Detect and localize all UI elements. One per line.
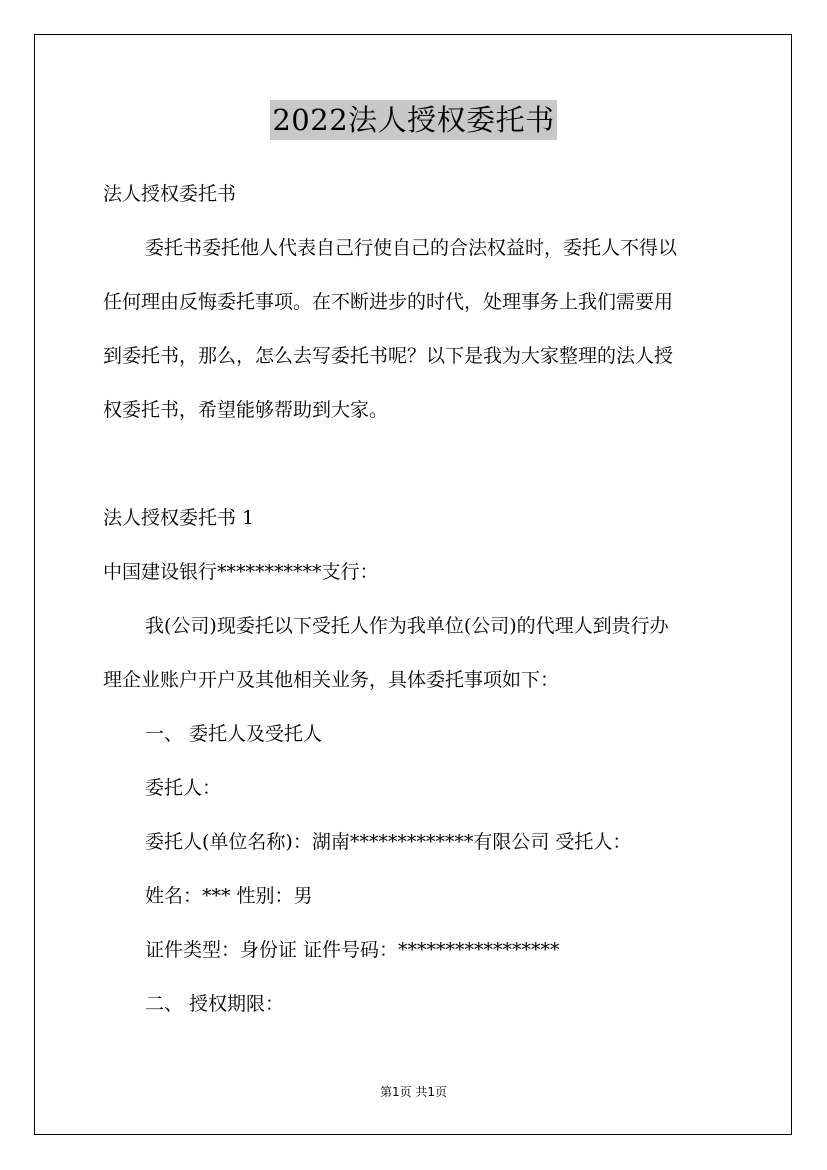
document-title: 2022法人授权委托书 [270, 100, 556, 140]
subtitle: 法人授权委托书 [103, 183, 237, 205]
body-line-2: 理企业账户开户及其他相关业务，具体委托事项如下： [103, 669, 560, 691]
intro-line-1: 委托书委托他人代表自己行使自己的合法权益时，委托人不得以 [145, 237, 678, 259]
item-one-heading: 一、 委托人及受托人 [145, 723, 323, 745]
id-line: 证件类型：身份证 证件号码：***************** [145, 939, 560, 961]
intro-line-3: 到委托书，那么，怎么去写委托书呢？以下是我为大家整理的法人授 [103, 345, 674, 367]
page-footer: 第1页 共1页 [379, 1085, 448, 1099]
title-container [0, 100, 827, 140]
name-gender-line: 姓名：*** 性别：男 [145, 885, 313, 907]
section-heading: 法人授权委托书 1 [103, 507, 255, 529]
body-line-1: 我(公司)现委托以下受托人作为我单位(公司)的代理人到贵行办 [145, 615, 669, 637]
principal-label: 委托人： [145, 777, 222, 799]
principal-detail: 委托人(单位名称)：湖南*************有限公司 受托人： [145, 831, 632, 853]
intro-line-4: 权委托书，希望能够帮助到大家。 [103, 399, 389, 421]
intro-line-2: 任何理由反悔委托事项。在不断进步的时代，处理事务上我们需要用 [103, 291, 674, 313]
item-two-heading: 二、 授权期限： [145, 993, 285, 1015]
addressee-line: 中国建设银行***********支行： [103, 561, 379, 583]
